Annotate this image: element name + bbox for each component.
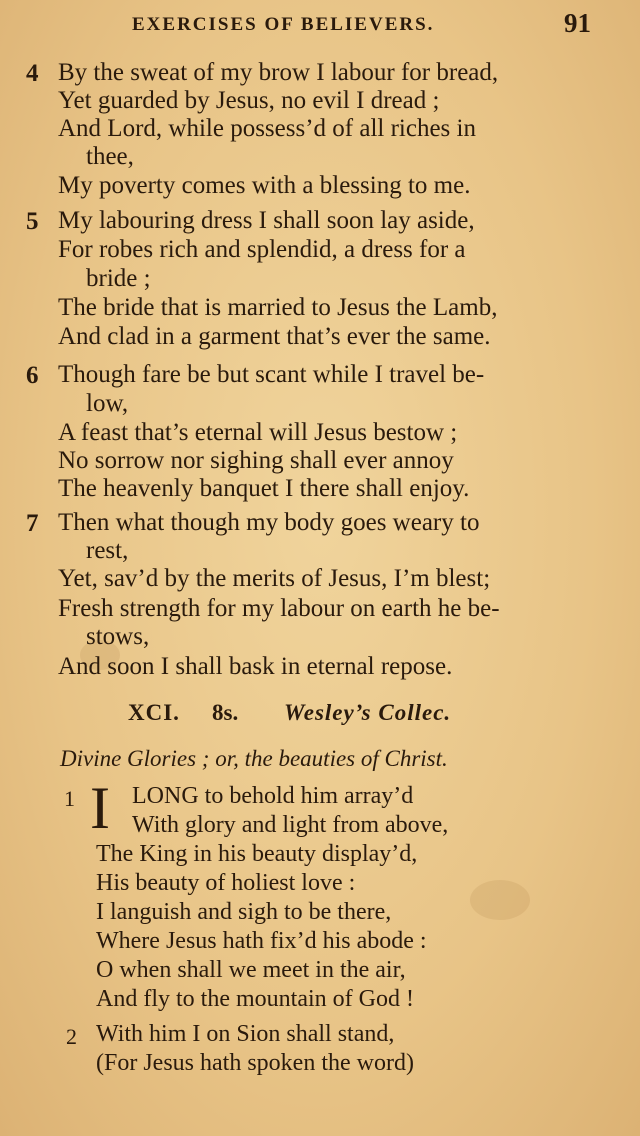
verse-line: My labouring dress I shall soon lay aside, [58, 207, 475, 234]
verse-line: stows, [86, 623, 150, 650]
verse-line: The bride that is married to Jesus the Lamb, [58, 294, 498, 321]
verse-line: And Lord, while possess’d of all riches in [58, 115, 476, 142]
verse-line: And clad in a garment that’s ever the same. [58, 323, 491, 350]
verse-line: rest, [86, 537, 129, 564]
verse-line: (For Jesus hath spoken the word) [96, 1050, 414, 1076]
running-title: EXERCISES OF BELIEVERS. [132, 14, 435, 35]
hymn-number: XCI. [128, 700, 180, 725]
verse-line: thee, [86, 143, 134, 170]
verse-number: 7 [26, 510, 39, 537]
verse-number: 5 [26, 208, 39, 235]
verse-line: His beauty of holiest love : [96, 870, 356, 896]
verse-line: Fresh strength for my labour on earth he be- [58, 595, 500, 622]
verse-number: 6 [26, 362, 39, 389]
paper-stain [470, 880, 530, 920]
verse-line: And fly to the mountain of God ! [96, 986, 414, 1012]
drop-cap: I [90, 775, 110, 841]
verse-line: My poverty comes with a blessing to me. [58, 172, 471, 199]
verse-line: Yet guarded by Jesus, no evil I dread ; [58, 87, 440, 114]
verse-number: 2 [66, 1024, 77, 1049]
page-number: 91 [564, 8, 591, 38]
verse-line: And soon I shall bask in eternal repose. [58, 653, 453, 680]
verse-number: 4 [26, 60, 39, 87]
verse-line: The King in his beauty display’d, [96, 841, 418, 867]
verse-line: Though fare be but scant while I travel be- [58, 361, 485, 388]
verse-line: For robes rich and splendid, a dress for a [58, 236, 466, 263]
verse-line: Yet, sav’d by the merits of Jesus, I’m blest; [58, 565, 491, 592]
verse-line: With him I on Sion shall stand, [96, 1021, 395, 1047]
verse-line: By the sweat of my brow I labour for bread, [58, 59, 499, 86]
verse-line: With glory and light from above, [132, 812, 449, 838]
verse-line: LONG to behold him array’d [132, 783, 414, 809]
verse-line: O when shall we meet in the air, [96, 957, 406, 983]
hymn-subtitle: Divine Glories ; or, the beauties of Christ. [60, 746, 448, 771]
verse-line: Then what though my body goes weary to [58, 509, 480, 536]
verse-line: A feast that’s eternal will Jesus bestow ; [58, 419, 458, 446]
verse-line: low, [86, 390, 129, 417]
verse-number: 1 [64, 786, 75, 811]
verse-line: I languish and sigh to be there, [96, 899, 392, 925]
verse-line: No sorrow nor sighing shall ever annoy [58, 447, 454, 474]
verse-line: The heavenly banquet I there shall enjoy. [58, 475, 470, 502]
hymn-meter: 8s. [212, 700, 239, 725]
hymn-source: Wesley’s Collec. [284, 700, 452, 725]
verse-line: bride ; [86, 265, 151, 292]
running-head [0, 8, 640, 44]
hymn-heading [128, 700, 548, 736]
verse-line: Where Jesus hath fix’d his abode : [96, 928, 427, 954]
